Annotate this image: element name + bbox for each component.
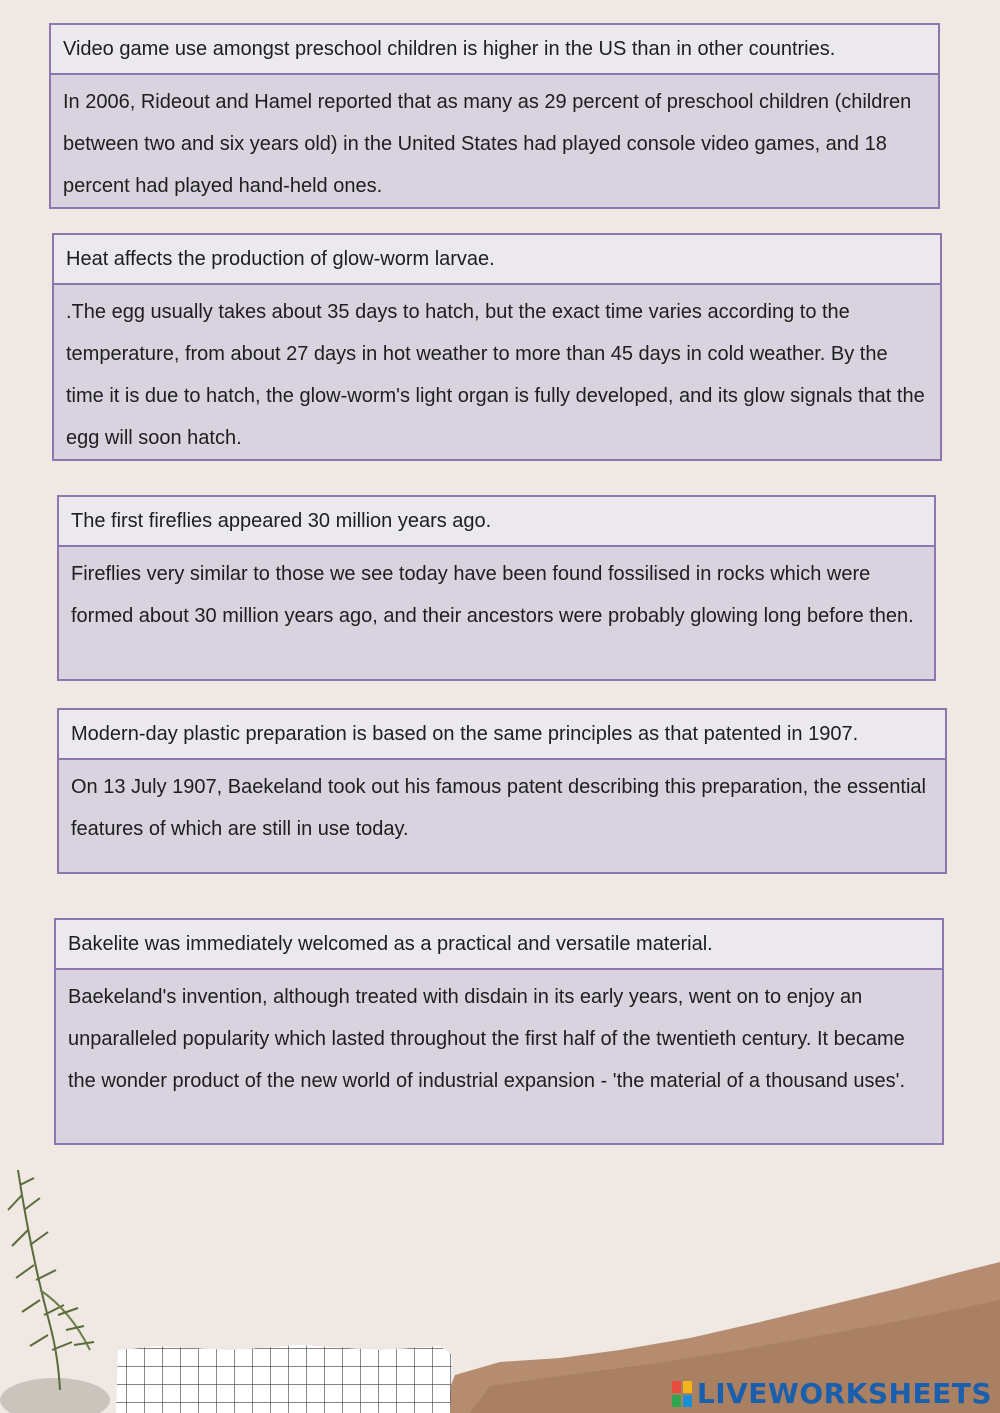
- card-heading: Video game use amongst preschool children is higher in the US than in other countries.: [51, 25, 938, 75]
- liveworksheets-logo-icon: [671, 1380, 693, 1408]
- card-text: Baekeland's invention, although treated with disdain in its early years, went on to enjoy an unparalleled popularity which lasted throughout the first half of the twentieth century. It became the wonder product of the new world of industrial expansion - 'the material of a thousand uses'.: [68, 986, 906, 1092]
- statement-card-2: [52, 233, 942, 461]
- card-text: On 13 July 1907, Baekeland took out his famous patent describing this preparation, the essential features of which are still in use today.: [71, 776, 926, 840]
- stone-shape: [0, 1378, 110, 1413]
- decorative-footer: [0, 1150, 1000, 1413]
- card-text: .The egg usually takes about 35 days to hatch, but the exact time varies according to the temperature, from about 27 days in hot weather to more than 45 days in cold weather. By the time it is due to hatch, the glow-worm's light organ is fully developed, and its glow signals that the egg will soon hatch.: [66, 301, 925, 449]
- statement-card-1: [49, 23, 940, 209]
- brand-name: LIVEWORKSHEETS: [696, 1377, 992, 1410]
- card-text: In 2006, Rideout and Hamel reported that as many as 29 percent of preschool children (children between two and six years old) in the United States had played console video games, and 18 percent had played hand-held ones.: [63, 91, 912, 197]
- statement-card-3: [57, 495, 936, 681]
- card-text: Fireflies very similar to those we see today have been found fossilised in rocks which were formed about 30 million years ago, and their ancestors were probably glowing long before then.: [71, 563, 914, 627]
- statement-card-4: [57, 708, 947, 874]
- statement-card-5: [54, 918, 944, 1145]
- card-heading: Modern-day plastic preparation is based on the same principles as that patented in 1907.: [59, 710, 945, 760]
- card-heading: Heat affects the production of glow-worm larvae.: [54, 235, 940, 285]
- card-heading: Bakelite was immediately welcomed as a practical and versatile material.: [56, 920, 942, 970]
- liveworksheets-brand: [671, 1377, 992, 1410]
- plant-sprig-shape: [8, 1170, 94, 1390]
- card-heading: The first fireflies appeared 30 million years ago.: [59, 497, 934, 547]
